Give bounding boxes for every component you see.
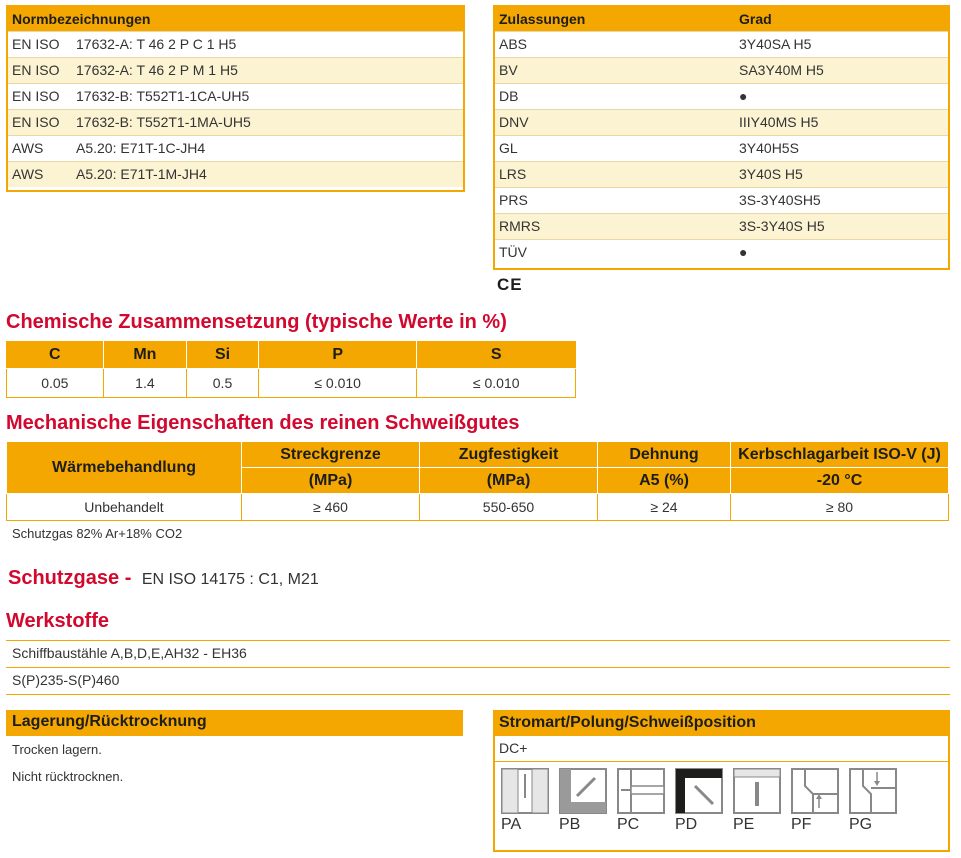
materials-item: S(P)235-S(P)460	[6, 668, 950, 695]
position-pb-icon	[559, 768, 607, 814]
materials-item: Schiffbaustähle A,B,D,E,AH32 - EH36	[6, 641, 950, 668]
position-label: PA	[501, 816, 522, 833]
mech-h-tensile: Zugfestigkeit	[420, 442, 598, 468]
norm-std: EN ISO	[8, 57, 72, 83]
norm-value: 17632-B: T552T1-1MA-UH5	[72, 109, 463, 135]
storage-header: Lagerung/Rücktrocknung	[6, 710, 463, 736]
norm-value: 17632-B: T552T1-1CA-UH5	[72, 83, 463, 109]
gases-value: EN ISO 14175 : C1, M21	[141, 571, 319, 588]
chem-header: P	[258, 342, 417, 369]
mech-note: Schutzgas 82% Ar+18% CO2	[12, 526, 183, 541]
mech-h-yield: Streckgrenze	[242, 442, 420, 468]
mech-h-yield-unit: (MPa)	[242, 468, 420, 494]
welding-positions	[495, 762, 948, 834]
position-label: PC	[617, 816, 640, 833]
mech-h-treatment: Wärmebehandlung	[7, 442, 242, 494]
norm-std: EN ISO	[8, 31, 72, 57]
mech-h-impact: Kerbschlagarbeit ISO-V (J)	[731, 442, 949, 468]
position-pg	[849, 768, 897, 834]
mech-h-elong-unit: A5 (%)	[598, 468, 731, 494]
norm-title: Normbezeichnungen	[8, 7, 463, 31]
position-pc-icon	[617, 768, 665, 814]
norm-std: AWS	[8, 161, 72, 187]
mech-tensile: 550-650	[420, 494, 598, 521]
position-label: PF	[791, 816, 812, 833]
chem-header: C	[7, 342, 104, 369]
chem-value: 0.5	[187, 369, 259, 398]
position-pd	[675, 768, 723, 834]
approval-name: DNV	[495, 109, 735, 135]
approval-grade: 3S-3Y40S H5	[735, 213, 948, 239]
chem-table	[6, 341, 576, 398]
norm-table	[6, 5, 465, 192]
position-pe-icon	[733, 768, 781, 814]
chem-value: 1.4	[103, 369, 186, 398]
mech-yield: ≥ 460	[242, 494, 420, 521]
position-pf	[791, 768, 839, 834]
gases-line	[8, 567, 319, 590]
storage-line: Trocken lagern.	[12, 742, 102, 757]
mech-h-impact-temp: -20 °C	[731, 468, 949, 494]
materials-list	[6, 640, 950, 695]
approval-grade: ●	[735, 83, 948, 109]
approval-name: ABS	[495, 31, 735, 57]
chem-value: ≤ 0.010	[258, 369, 417, 398]
norm-value: A5.20: E71T-1C-JH4	[72, 135, 463, 161]
position-pe	[733, 768, 781, 834]
position-label: PG	[849, 816, 873, 833]
mech-elong: ≥ 24	[598, 494, 731, 521]
current-title: Stromart/Polung/Schweißposition	[495, 712, 948, 736]
norm-value: 17632-A: T 46 2 P C 1 H5	[72, 31, 463, 57]
norm-value: 17632-A: T 46 2 P M 1 H5	[72, 57, 463, 83]
mech-table	[6, 441, 949, 521]
position-pd-icon	[675, 768, 723, 814]
position-label: PD	[675, 816, 698, 833]
current-type: DC+	[495, 736, 948, 762]
approval-name: RMRS	[495, 213, 735, 239]
mech-title: Mechanische Eigenschaften des reinen Schweißgutes	[6, 412, 520, 434]
mech-h-elong: Dehnung	[598, 442, 731, 468]
approval-name: LRS	[495, 161, 735, 187]
norm-std: AWS	[8, 135, 72, 161]
ce-mark: CE	[497, 275, 523, 294]
materials-title: Werkstoffe	[6, 610, 109, 632]
approval-grade: ●	[735, 239, 948, 265]
position-pa	[501, 768, 549, 834]
approval-grade: 3S-3Y40SH5	[735, 187, 948, 213]
position-pg-icon	[849, 768, 897, 814]
approval-grade: 3Y40S H5	[735, 161, 948, 187]
approval-name: GL	[495, 135, 735, 161]
norm-value: A5.20: E71T-1M-JH4	[72, 161, 463, 187]
norm-std: EN ISO	[8, 109, 72, 135]
approval-grade: IIIY40MS H5	[735, 109, 948, 135]
approval-grade: 3Y40H5S	[735, 135, 948, 161]
current-box	[493, 710, 950, 852]
chem-value: ≤ 0.010	[417, 369, 576, 398]
chem-header: Si	[187, 342, 259, 369]
position-label: PB	[559, 816, 581, 833]
position-pb	[559, 768, 607, 834]
approvals-table	[493, 5, 950, 270]
approval-name: TÜV	[495, 239, 735, 265]
norm-std: EN ISO	[8, 83, 72, 109]
chem-value: 0.05	[7, 369, 104, 398]
position-pf-icon	[791, 768, 839, 814]
chem-title: Chemische Zusammensetzung (typische Werte in %)	[6, 311, 507, 333]
mech-treatment: Unbehandelt	[7, 494, 242, 521]
approvals-col-name: Zulassungen	[495, 7, 735, 31]
approval-name: BV	[495, 57, 735, 83]
position-pc	[617, 768, 665, 834]
approvals-col-grade: Grad	[735, 7, 948, 31]
approval-grade: SA3Y40M H5	[735, 57, 948, 83]
mech-h-tensile-unit: (MPa)	[420, 468, 598, 494]
approval-name: DB	[495, 83, 735, 109]
storage-line: Nicht rücktrocknen.	[12, 769, 124, 784]
approval-name: PRS	[495, 187, 735, 213]
approval-grade: 3Y40SA H5	[735, 31, 948, 57]
position-label: PE	[733, 816, 755, 833]
chem-header: Mn	[103, 342, 186, 369]
mech-impact: ≥ 80	[731, 494, 949, 521]
chem-header: S	[417, 342, 576, 369]
gases-title: Schutzgase -	[8, 567, 132, 589]
position-pa-icon	[501, 768, 549, 814]
